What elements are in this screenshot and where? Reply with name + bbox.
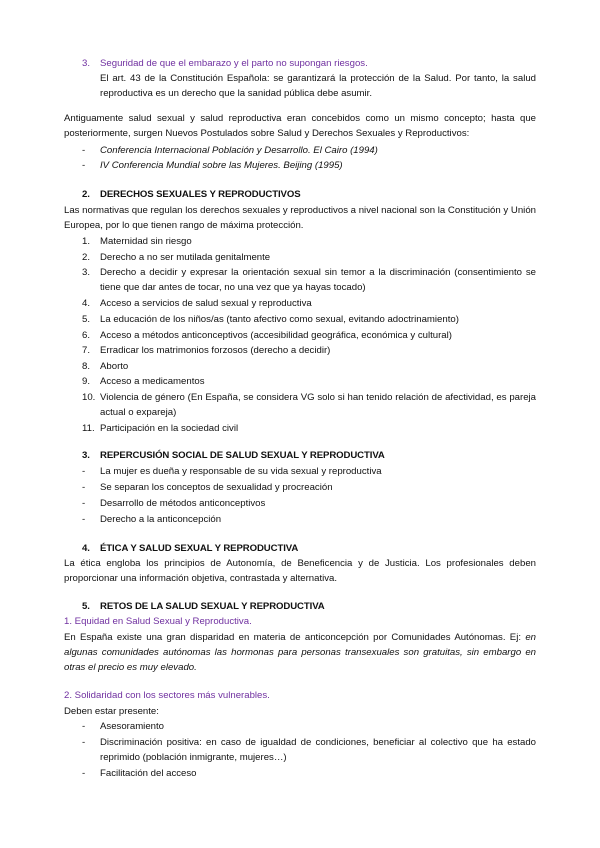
section-title: REPERCUSIÓN SOCIAL DE SALUD SEXUAL Y REPRODUCTIVA bbox=[100, 450, 385, 461]
dash-marker: - bbox=[82, 768, 86, 779]
subsection-1-text: En España existe una gran disparidad en materia de anticoncepción por Comunidades Autónomas. Ej: bbox=[64, 632, 522, 643]
conference-item bbox=[64, 158, 536, 173]
conference-item bbox=[64, 143, 536, 158]
list-number: 7. bbox=[82, 345, 91, 356]
subsection-1-body bbox=[64, 630, 536, 676]
list-text: Participación en la sociedad civil bbox=[100, 423, 239, 434]
bullet-text: Discriminación positiva: en caso de igualdad de condiciones, beneficiar al colectivo que ha estado reprimido (población inmigrante, mujeres…) bbox=[100, 737, 536, 764]
list-item bbox=[64, 234, 536, 249]
bullet-item bbox=[64, 719, 536, 734]
list-number: 10. bbox=[82, 392, 96, 403]
list-item bbox=[64, 374, 536, 389]
list-number: 1. bbox=[82, 236, 91, 247]
list-text: Maternidad sin riesgo bbox=[100, 236, 192, 247]
list-text: Acceso a servicios de salud sexual y reproductiva bbox=[100, 298, 312, 309]
list-number: 3. bbox=[82, 267, 91, 278]
bullet-text: Desarrollo de métodos anticonceptivos bbox=[100, 498, 266, 509]
list-number: 11. bbox=[82, 423, 95, 434]
list-text: Acceso a medicamentos bbox=[100, 376, 205, 387]
conference-text: Conferencia Internacional Población y Desarrollo. El Cairo (1994) bbox=[100, 145, 378, 156]
section-2-heading bbox=[64, 187, 536, 202]
bullet-item bbox=[64, 480, 536, 495]
bullet-text: La mujer es dueña y responsable de su vida sexual y reproductiva bbox=[100, 466, 382, 477]
intro-item-number: 3. bbox=[82, 58, 91, 69]
section-2-intro: Las normativas que regulan los derechos sexuales y reproductivos a nivel nacional son la Constitución y Unión Europea, por lo que tienen rango de máxima protección. bbox=[64, 205, 536, 232]
section-number: 3. bbox=[82, 450, 90, 461]
list-item bbox=[64, 328, 536, 343]
bullet-text: Facilitación del acceso bbox=[100, 768, 197, 779]
list-text: La educación de los niños/as (tanto afectivo como sexual, evitando adoctrinamiento) bbox=[100, 314, 459, 325]
section-3-heading bbox=[64, 448, 536, 463]
list-number: 4. bbox=[82, 298, 91, 309]
bullet-text: Derecho a la anticoncepción bbox=[100, 514, 222, 525]
subsection-2-title: 2. Solidaridad con los sectores más vulnerables. bbox=[64, 690, 270, 701]
intro-item-body-row bbox=[64, 71, 536, 101]
list-text: Aborto bbox=[100, 361, 129, 372]
list-number: 5. bbox=[82, 314, 91, 325]
list-item bbox=[64, 390, 536, 420]
list-item bbox=[64, 296, 536, 311]
concept-paragraph: Antiguamente salud sexual y salud reproductiva eran concebidos como un mismo concepto; hasta que posteriormente, surgen Nuevos Postulados sobre Salud y Derechos Sexuales y Reproductivos: bbox=[64, 113, 536, 140]
bullet-item bbox=[64, 464, 536, 479]
intro-item-title: Seguridad de que el embarazo y el parto no supongan riesgos. bbox=[100, 58, 368, 69]
list-number: 8. bbox=[82, 361, 91, 372]
dash-marker: - bbox=[82, 721, 86, 732]
section-number: 5. bbox=[82, 601, 90, 612]
list-item bbox=[64, 250, 536, 265]
list-text: Acceso a métodos anticonceptivos (accesibilidad geográfica, económica y cultural) bbox=[100, 330, 452, 341]
dash-marker: - bbox=[82, 145, 86, 156]
list-number: 9. bbox=[82, 376, 91, 387]
bullet-item bbox=[64, 496, 536, 511]
section-5-heading bbox=[64, 599, 536, 614]
dash-marker: - bbox=[82, 514, 86, 525]
section-number: 2. bbox=[82, 189, 90, 200]
section-title: RETOS DE LA SALUD SEXUAL Y REPRODUCTIVA bbox=[100, 601, 325, 612]
list-item bbox=[64, 421, 536, 436]
section-4-heading bbox=[64, 541, 536, 556]
bullet-item bbox=[64, 766, 536, 781]
section-4-body: La ética engloba los principios de Autonomía, de Beneficencia y de Justicia. Los profesionales deben proporcionar una información objetiva, contrastada y alternativa. bbox=[64, 558, 536, 585]
list-text: Violencia de género (En España, se considera VG solo si han tenido relación de afectividad, es pareja actual o expareja) bbox=[100, 392, 536, 419]
subsection-1-title: 1. Equidad en Salud Sexual y Reproductiva. bbox=[64, 616, 252, 627]
conference-text: IV Conferencia Mundial sobre las Mujeres. Beijing (1995) bbox=[100, 160, 343, 171]
intro-item-heading bbox=[64, 56, 536, 71]
dash-marker: - bbox=[82, 160, 86, 171]
list-text: Derecho a decidir y expresar la orientación sexual sin temor a la discriminación (consentimiento se tiene que dar antes de tocar, no una vez que ya hayas tocado) bbox=[100, 267, 536, 294]
list-item bbox=[64, 359, 536, 374]
bullet-item bbox=[64, 735, 536, 765]
bullet-text: Se separan los conceptos de sexualidad y procreación bbox=[100, 482, 333, 493]
bullet-text: Asesoramiento bbox=[100, 721, 164, 732]
dash-marker: - bbox=[82, 737, 86, 748]
bullet-item bbox=[64, 512, 536, 527]
intro-item-body: El art. 43 de la Constitución Española: se garantizará la protección de la Salud. Por tanto, la salud reproductiva es un derecho que la sanidad pública debe asumir. bbox=[100, 73, 536, 100]
subsection-1-example: en algunas comunidades autónomas las hormonas para personas transexuales son gratuitas, sin embargo en otras el precio es muy elevado. bbox=[64, 632, 536, 674]
list-number: 2. bbox=[82, 252, 91, 263]
section-number: 4. bbox=[82, 543, 90, 554]
list-item bbox=[64, 265, 536, 295]
dash-marker: - bbox=[82, 482, 86, 493]
list-text: Erradicar los matrimonios forzosos (derecho a decidir) bbox=[100, 345, 331, 356]
subsection-2-intro: Deben estar presente: bbox=[64, 706, 159, 717]
list-text: Derecho a no ser mutilada genitalmente bbox=[100, 252, 271, 263]
dash-marker: - bbox=[82, 466, 86, 477]
section-title: DERECHOS SEXUALES Y REPRODUCTIVOS bbox=[100, 189, 301, 200]
list-item bbox=[64, 312, 536, 327]
list-number: 6. bbox=[82, 330, 91, 341]
section-title: ÉTICA Y SALUD SEXUAL Y REPRODUCTIVA bbox=[100, 543, 299, 554]
dash-marker: - bbox=[82, 498, 86, 509]
list-item bbox=[64, 343, 536, 358]
